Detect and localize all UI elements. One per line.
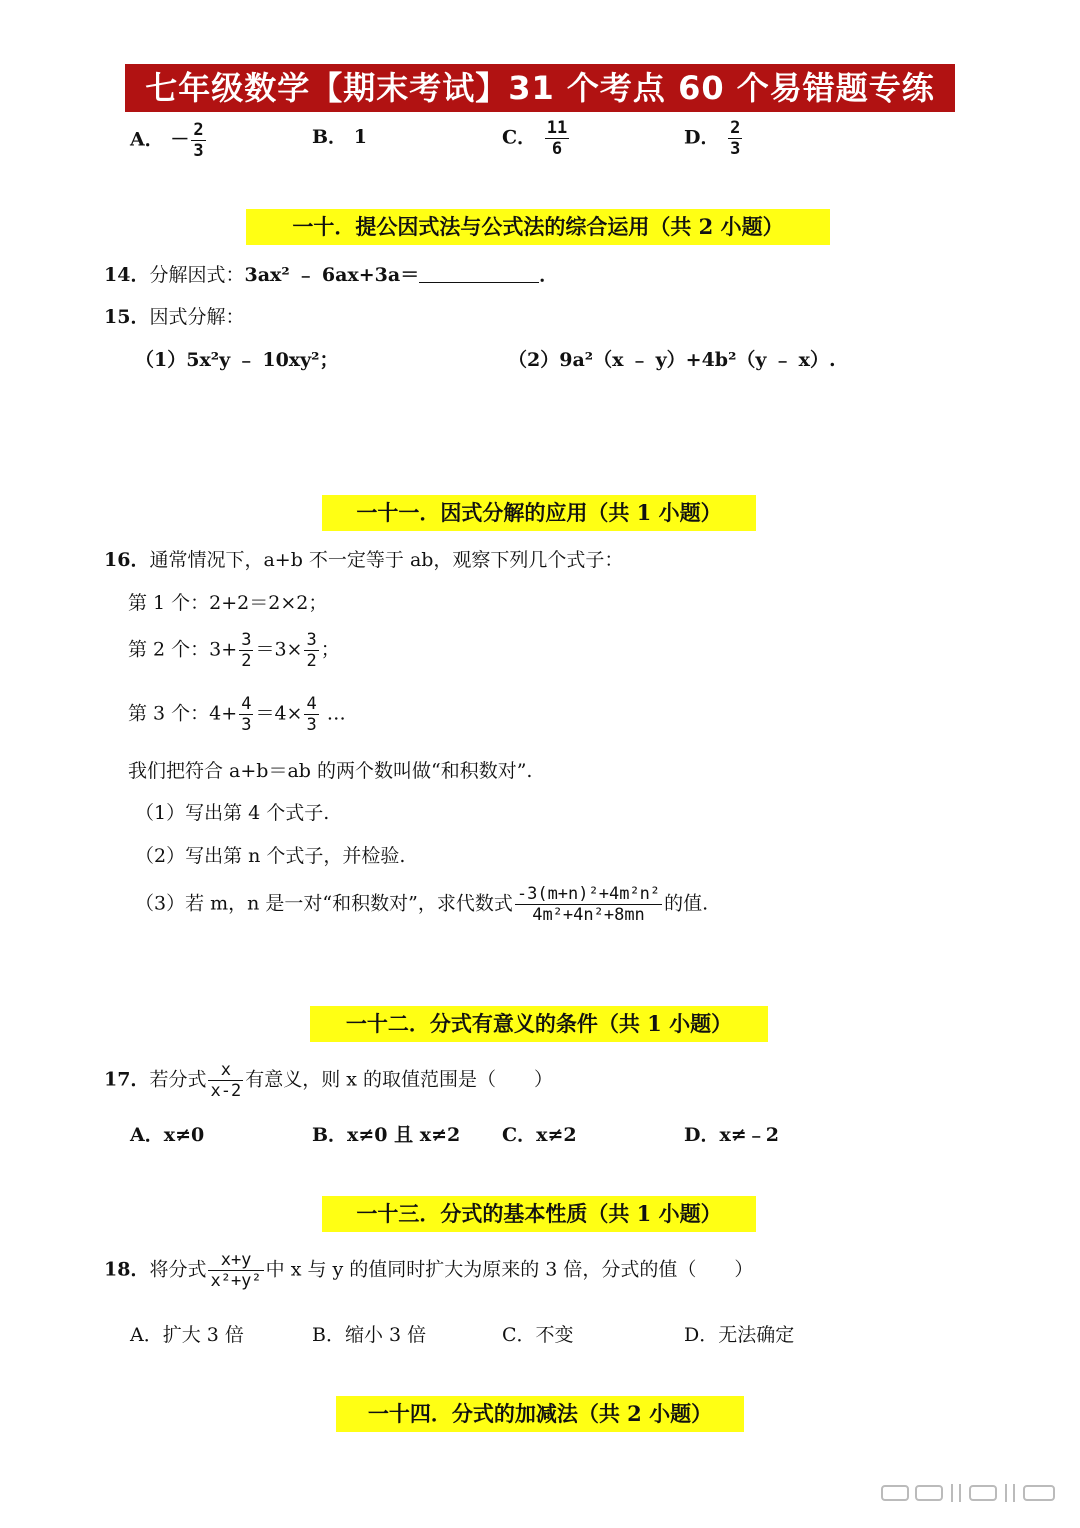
question-15-part-1: （1）5x²y ﹣ 10xy²； <box>135 349 339 371</box>
question-15: 15．因式分解： <box>104 306 245 328</box>
question-17-option-d: D．x≠﹣2 <box>684 1124 779 1146</box>
watermark-logo <box>880 1478 1060 1508</box>
question-16-line-3: 第 3 个：4+ $\frac{4}{3}$ ＝4× $\frac{4}{3}$ … <box>128 694 346 735</box>
section-heading-11: 一十一．因式分解的应用（共 1 小题） <box>322 495 756 531</box>
question-16-definition: 我们把符合 a+b＝ab 的两个数叫做“和积数对”. <box>128 760 533 782</box>
page-banner: 七年级数学【期末考试】31 个考点 60 个易错题专练 <box>125 64 955 112</box>
section-heading-12: 一十二．分式有意义的条件（共 1 小题） <box>310 1006 768 1042</box>
question-17: 17．若分式 $\frac{x}{x-2}$ 有意义，则 x 的取值范围是（ ） <box>104 1060 553 1101</box>
question-14: 14．分解因式：3ax² ﹣ 6ax+3a＝ ． <box>104 264 559 286</box>
answer-blank[interactable] <box>419 262 539 283</box>
q13-option-a: A． － $\frac{2}{3}$ <box>130 120 204 161</box>
q13-option-c: C． $\frac{11}{6}$ <box>502 118 568 159</box>
question-18: 18．将分式 $\frac{x+y}{\text{x²+y²}}$ 中 x 与 y 的值同时扩大为原来的 3 倍，分式的值（ ） <box>104 1250 754 1291</box>
question-16-part-1: （1）写出第 4 个式子. <box>135 802 330 824</box>
watermark-glyph-icon <box>880 1478 1060 1508</box>
section-heading-14: 一十四．分式的加减法（共 2 小题） <box>336 1396 744 1432</box>
q13-option-b: B． 1 <box>312 126 367 148</box>
question-18-option-b: B．缩小 3 倍 <box>312 1324 427 1346</box>
question-18-option-a: A．扩大 3 倍 <box>130 1324 244 1346</box>
question-17-option-b: B．x≠0 且 x≠2 <box>312 1124 461 1146</box>
section-heading-10: 一十．提公因式法与公式法的综合运用（共 2 小题） <box>246 209 830 245</box>
question-16-line-2: 第 2 个：3+ $\frac{3}{2}$ ＝3× $\frac{3}{2}$ ； <box>128 630 340 671</box>
question-16-part-3: （3）若 m，n 是一对“和积数对”，求代数式 $\frac{\text{-3(m+n)²+4m²n²}}{\text{4m²+4n²+8mn}}$ 的值. <box>135 884 709 925</box>
question-15-part-2: （2）9a²（x ﹣ y）+4b²（y ﹣ x）. <box>508 349 836 371</box>
question-16-line-1: 第 1 个：2+2＝2×2； <box>128 592 328 614</box>
question-18-option-c: C．不变 <box>502 1324 574 1346</box>
question-17-option-c: C．x≠2 <box>502 1124 577 1146</box>
question-16: 16．通常情况下，a+b 不一定等于 ab，观察下列几个式子： <box>104 549 624 571</box>
question-16-part-2: （2）写出第 n 个式子，并检验. <box>135 845 406 867</box>
section-heading-13: 一十三．分式的基本性质（共 1 小题） <box>322 1196 756 1232</box>
q13-option-d: D． $\frac{2}{3}$ <box>684 118 741 159</box>
question-18-option-d: D．无法确定 <box>684 1324 795 1346</box>
question-17-option-a: A．x≠0 <box>130 1124 205 1146</box>
